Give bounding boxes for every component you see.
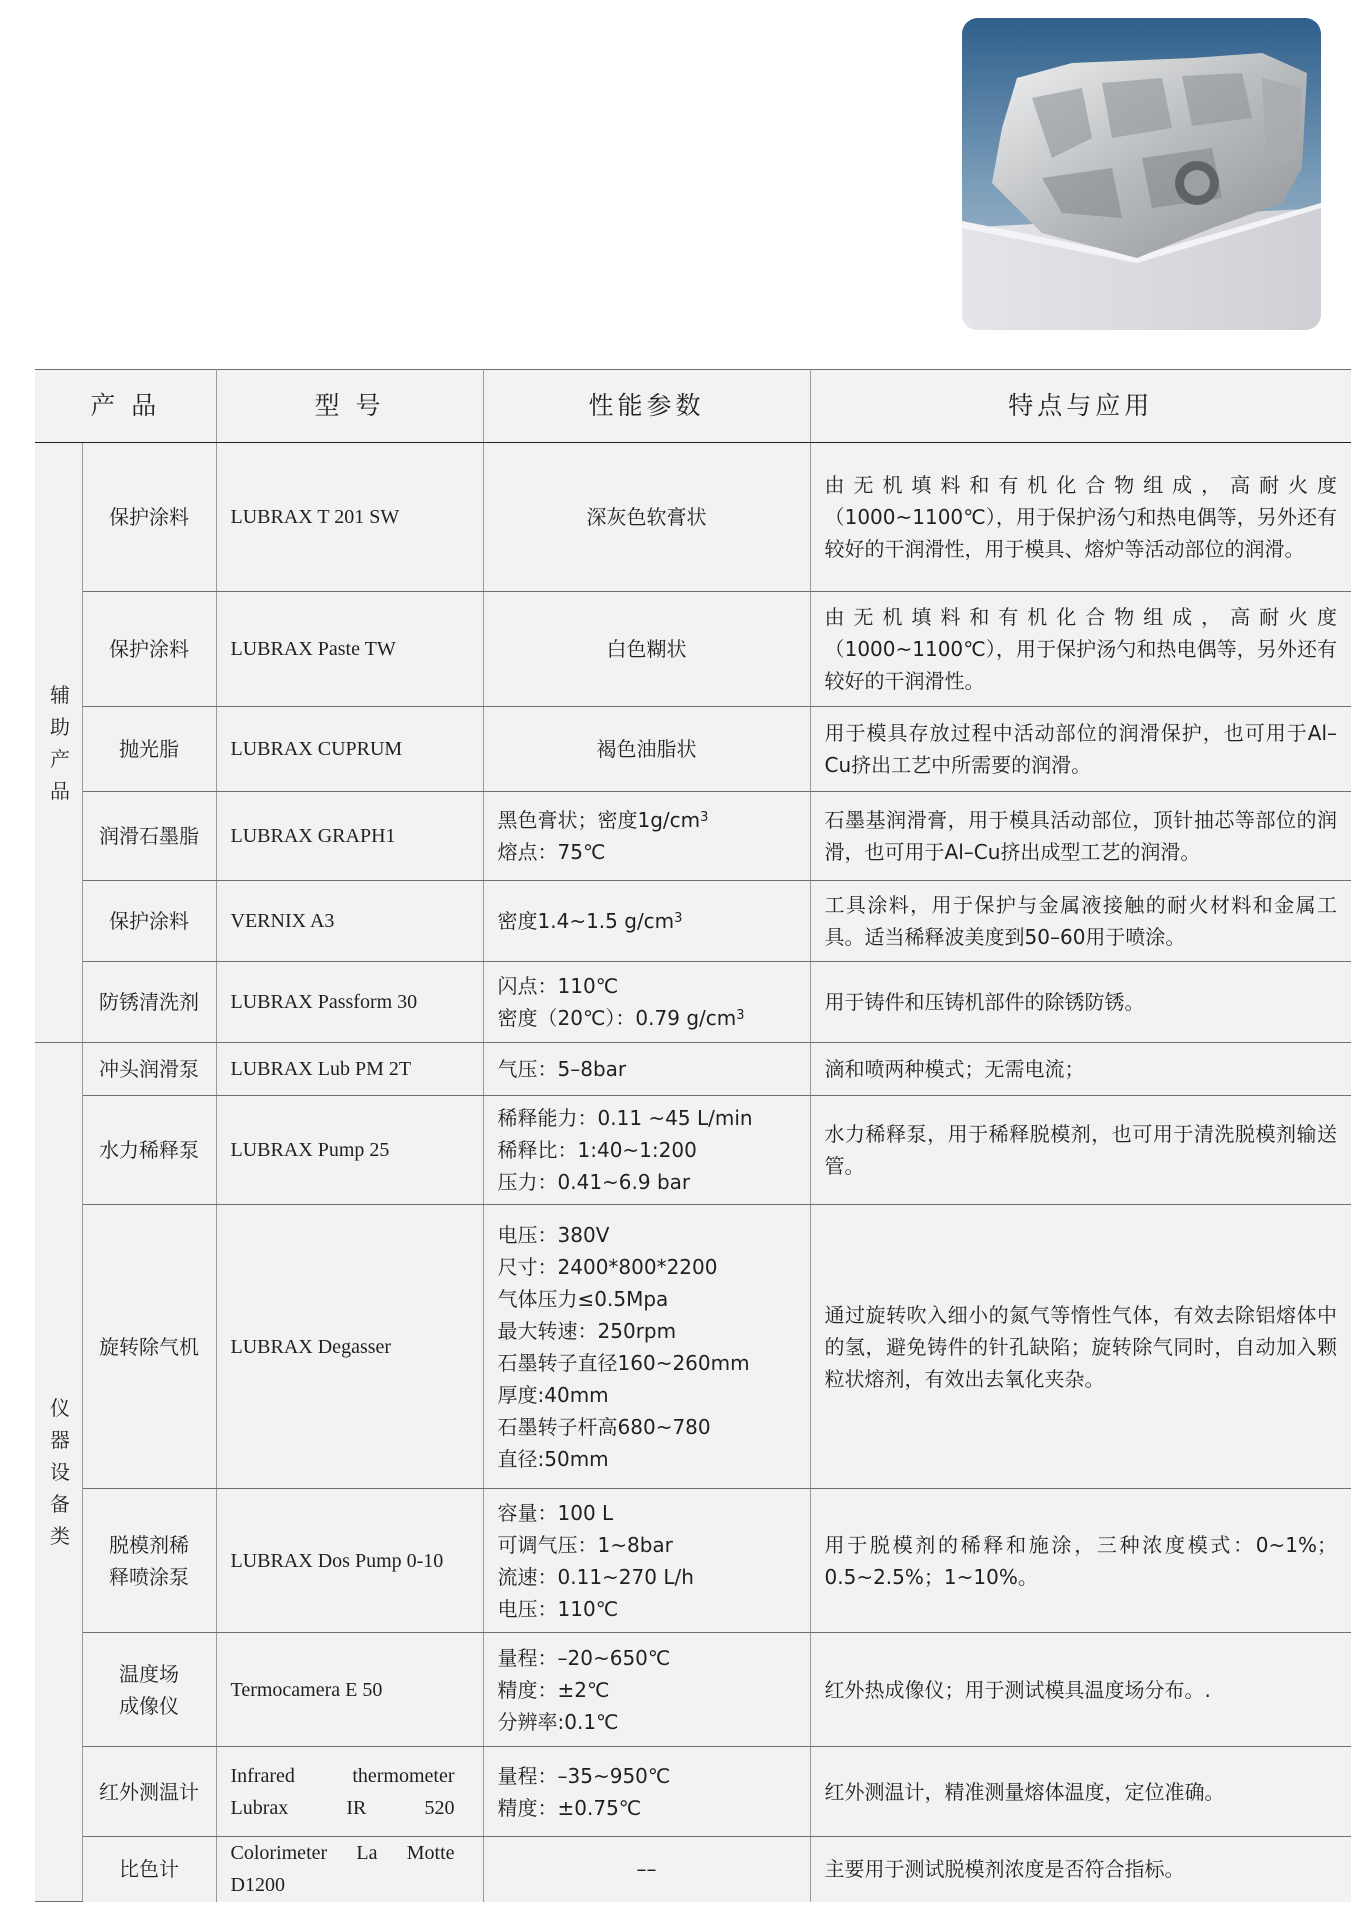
model-name: LUBRAX T 201 SW <box>216 443 483 592</box>
features: 石墨基润滑膏，用于模具活动部位，顶针抽芯等部位的润滑，也可用于Al–Cu挤出成型工艺的润滑。 <box>810 792 1351 881</box>
product-name: 保护涂料 <box>82 881 216 962</box>
product-line: 温度场 <box>119 1661 179 1686</box>
features: 用于脱模剂的稀释和施涂，三种浓度模式：0~1%；0.5~2.5%；1~10%。 <box>810 1489 1351 1633</box>
perf-line: 熔点：75℃ <box>497 840 606 864</box>
product-name <box>82 1489 216 1633</box>
model-name <box>216 1837 483 1902</box>
perf-line: 稀释比：1:40~1:200 <box>497 1138 697 1162</box>
perf-line: 密度（20℃）：0.79 g/cm <box>497 1006 737 1030</box>
model-name: LUBRAX Passform 30 <box>216 962 483 1043</box>
features: 红外测温计，精准测量熔体温度，定位准确。 <box>810 1747 1351 1837</box>
perf-line: 分辨率:0.1℃ <box>497 1709 619 1734</box>
product-name: 比色计 <box>82 1837 216 1902</box>
perf-line: 黑色膏状；密度1g/cm <box>497 808 701 832</box>
product-name: 红外测温计 <box>82 1747 216 1837</box>
category-instruments: 仪器设备类 <box>35 1043 82 1902</box>
features: 红外热成像仪；用于测试模具温度场分布。. <box>810 1633 1351 1747</box>
model-name: LUBRAX Lub PM 2T <box>216 1043 483 1096</box>
product-name: 旋转除气机 <box>82 1205 216 1489</box>
product-name: 防锈清洗剂 <box>82 962 216 1043</box>
product-name: 润滑石墨脂 <box>82 792 216 881</box>
model-line: Colorimeter La Motte <box>230 1842 455 1865</box>
perf-superscript: 3 <box>674 911 683 926</box>
model-name <box>216 1747 483 1837</box>
performance <box>483 1205 810 1489</box>
category-auxiliary: 辅助产品 <box>35 443 82 1043</box>
product-name: 保护涂料 <box>82 443 216 592</box>
header-model: 型 号 <box>216 370 483 443</box>
product-name: 保护涂料 <box>82 592 216 707</box>
product-name: 水力稀释泵 <box>82 1096 216 1205</box>
product-line: 成像仪 <box>119 1693 179 1718</box>
perf-line: 量程：–35~950℃ <box>497 1763 671 1788</box>
perf-line: 精度：±0.75℃ <box>497 1795 642 1820</box>
performance: –– <box>483 1837 810 1902</box>
perf-line: 气体压力≤0.5Mpa <box>497 1286 669 1311</box>
product-name: 冲头润滑泵 <box>82 1043 216 1096</box>
perf-line: 最大转速：250rpm <box>497 1318 677 1343</box>
model-name: LUBRAX CUPRUM <box>216 707 483 792</box>
performance <box>483 881 810 962</box>
features: 用于模具存放过程中活动部位的润滑保护，也可用于Al–Cu挤出工艺中所需要的润滑。 <box>810 707 1351 792</box>
performance <box>483 792 810 881</box>
model-line: Lubrax IR 520 <box>230 1796 455 1819</box>
perf-line: 石墨转子直径160~260mm <box>497 1350 750 1375</box>
perf-superscript: 3 <box>736 1008 745 1023</box>
features: 通过旋转吹入细小的氮气等惰性气体，有效去除铝熔体中的氢，避免铸件的针孔缺陷；旋转除气同时，自动加入颗粒状熔剂，有效出去氧化夹杂。 <box>810 1205 1351 1489</box>
perf-line: 稀释能力：0.11 ~45 L/min <box>497 1106 753 1130</box>
features: 用于铸件和压铸机部件的除锈防锈。 <box>810 962 1351 1043</box>
features: 滴和喷两种模式；无需电流； <box>810 1043 1351 1096</box>
model-name: LUBRAX GRAPH1 <box>216 792 483 881</box>
product-name <box>82 1633 216 1747</box>
features: 水力稀释泵，用于稀释脱模剂，也可用于清洗脱模剂输送管。 <box>810 1096 1351 1205</box>
performance: 深灰色软膏状 <box>483 443 810 592</box>
perf-line: 直径:50mm <box>497 1446 609 1471</box>
features: 由无机填料和有机化合物组成，高耐火度（1000~1100℃），用于保护汤勺和热电偶等，另外还有较好的干润滑性，用于模具、熔炉等活动部位的润滑。 <box>810 443 1351 592</box>
header-features: 特点与应用 <box>810 370 1351 443</box>
perf-line: 量程：–20~650℃ <box>497 1645 671 1670</box>
performance: 褐色油脂状 <box>483 707 810 792</box>
performance <box>483 962 810 1043</box>
product-name: 抛光脂 <box>82 707 216 792</box>
model-line: Infrared thermometer <box>230 1764 455 1787</box>
performance <box>483 1489 810 1633</box>
performance <box>483 1096 810 1205</box>
perf-line: 精度：±2℃ <box>497 1677 610 1702</box>
product-spec-table <box>35 369 1351 1902</box>
features: 由无机填料和有机化合物组成，高耐火度（1000~1100℃），用于保护汤勺和热电偶等，另外还有较好的干润滑性。 <box>810 592 1351 707</box>
perf-superscript: 3 <box>700 810 709 825</box>
perf-line: 电压：110℃ <box>497 1596 619 1621</box>
model-name: LUBRAX Paste TW <box>216 592 483 707</box>
perf-line: 压力：0.41~6.9 bar <box>497 1170 691 1194</box>
model-line: D1200 <box>230 1874 285 1897</box>
perf-line: 流速：0.11~270 L/h <box>497 1564 694 1589</box>
model-name: LUBRAX Dos Pump 0-10 <box>216 1489 483 1633</box>
perf-line: 容量：100 L <box>497 1500 614 1525</box>
perf-line: 电压：380V <box>497 1222 610 1247</box>
perf-line: 闪点：110℃ <box>497 974 619 998</box>
model-name: LUBRAX Degasser <box>216 1205 483 1489</box>
perf-line: 可调气压：1~8bar <box>497 1532 673 1557</box>
header-product: 产 品 <box>35 370 216 443</box>
product-line: 释喷涂泵 <box>109 1564 189 1589</box>
performance <box>483 1633 810 1747</box>
perf-line: 密度1.4~1.5 g/cm <box>497 909 675 933</box>
perf-line: 石墨转子杆高680~780 <box>497 1414 711 1439</box>
performance: 气压：5–8bar <box>483 1043 810 1096</box>
features: 主要用于测试脱模剂浓度是否符合指标。 <box>824 1857 1185 1882</box>
perf-line: 尺寸：2400*800*2200 <box>497 1254 718 1279</box>
features: 工具涂料，用于保护与金属液接触的耐火材料和金属工具。适当稀释波美度到50–60用于喷涂。 <box>810 881 1351 962</box>
model-name: LUBRAX Pump 25 <box>216 1096 483 1205</box>
model-name: VERNIX A3 <box>216 881 483 962</box>
product-photo <box>962 18 1321 330</box>
model-name: Termocamera E 50 <box>216 1633 483 1747</box>
perf-line: 厚度:40mm <box>497 1382 609 1407</box>
product-line: 脱模剂稀 <box>109 1532 189 1557</box>
performance <box>483 1747 810 1837</box>
performance: 白色糊状 <box>483 592 810 707</box>
header-performance: 性能参数 <box>483 370 810 443</box>
